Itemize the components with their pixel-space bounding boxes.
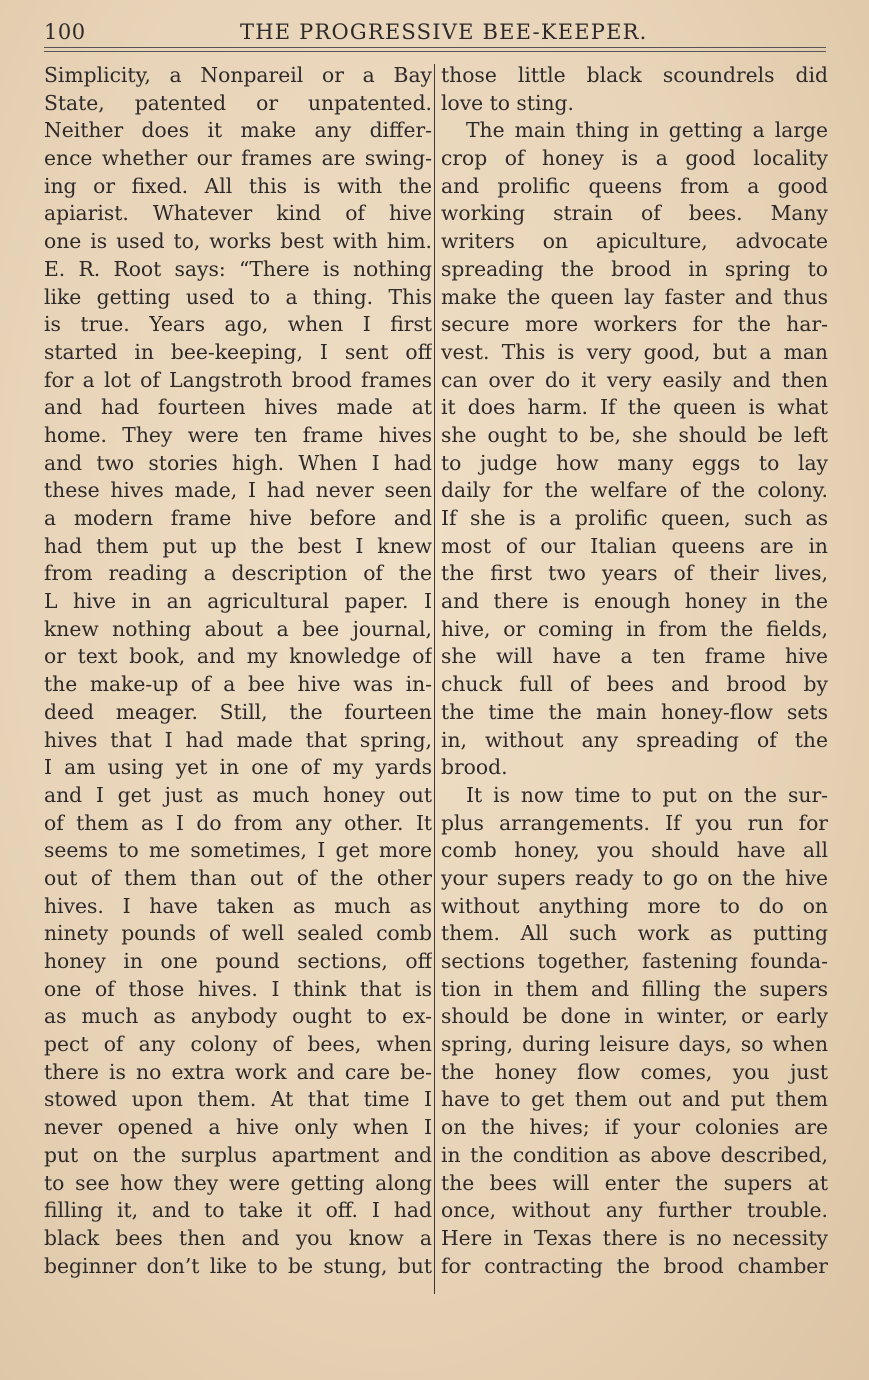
text-line: tion in them and filling the supers (441, 976, 828, 1001)
text-line: the time the main honey-flow sets (441, 699, 828, 724)
text-line: as much as anybody ought to ex- (44, 1004, 432, 1029)
text-line: she will have a ten frame hive (441, 644, 828, 669)
left-column (44, 62, 432, 1280)
text-line: and I get just as much honey out (44, 782, 432, 807)
text-line: I am using yet in one of my yards (44, 755, 432, 780)
text-line: State, patented or unpatented. (44, 90, 432, 115)
text-line: for contracting the brood chamber (441, 1253, 828, 1278)
text-line: hives that I had made that spring, (44, 727, 432, 752)
column-divider (434, 64, 435, 1294)
text-line: and prolific queens from a good (441, 173, 828, 198)
page-header (44, 20, 826, 48)
text-line: seems to me sometimes, I get more (44, 838, 432, 863)
text-line: she ought to be, she should be left (441, 422, 828, 447)
text-line: the make-up of a bee hive was in- (44, 672, 432, 697)
text-line: pect of any colony of bees, when (44, 1032, 432, 1057)
page-number: 100 (44, 20, 86, 44)
text-line: started in bee-keeping, I sent off (44, 339, 432, 364)
text-line: there is no extra work and care be- (44, 1059, 432, 1084)
running-head: THE PROGRESSIVE BEE-KEEPER. (240, 20, 648, 44)
text-line: have to get them out and put them (441, 1087, 828, 1112)
text-line: to judge how many eggs to lay (441, 450, 828, 475)
text-line: or text book, and my knowledge of (44, 644, 432, 669)
text-line: should be done in winter, or early (441, 1004, 828, 1029)
text-line: the first two years of their lives, (441, 561, 828, 586)
text-line: secure more workers for the har- (441, 312, 828, 337)
text-line: ence whether our frames are swing- (44, 146, 432, 171)
text-line: Simplicity, a Nonpareil or a Bay (44, 63, 432, 87)
text-line: and two stories high. When I had (44, 450, 432, 475)
text-line: had them put up the best I knew (44, 533, 432, 558)
right-column (441, 62, 828, 1280)
text-line: never opened a hive only when I (44, 1115, 432, 1140)
text-line: one is used to, works best with him. (44, 229, 432, 254)
text-line: most of our Italian queens are in (441, 533, 828, 558)
paragraph-first-line: It is now time to put on the sur- (466, 782, 828, 807)
text-line: put on the surplus apartment and (44, 1142, 432, 1167)
text-line: in, without any spreading of the (441, 727, 828, 752)
text-line: chuck full of bees and brood by (441, 672, 828, 697)
text-line: your supers ready to go on the hive (441, 865, 828, 890)
text-line: E. R. Root says: “There is nothing (44, 256, 432, 281)
text-line: honey in one pound sections, off (44, 949, 432, 973)
text-line: the bees will enter the supers at (441, 1170, 828, 1195)
header-rule-top (44, 47, 826, 48)
text-line: comb honey, you should have all (441, 838, 828, 863)
header-rule-bottom (44, 51, 826, 52)
text-line: writers on apiculture, advocate (441, 229, 828, 254)
text-line: like getting used to a thing. This (44, 284, 432, 309)
text-line: make the queen lay faster and thus (441, 284, 828, 309)
text-line: brood. (441, 755, 508, 780)
text-line: of them as I do from any other. It (44, 810, 432, 835)
text-line: stowed upon them. At that time I (44, 1087, 432, 1112)
text-line: on the hives; if your colonies are (441, 1115, 828, 1140)
text-line: Neither does it make any differ- (44, 118, 432, 143)
text-line: it does harm. If the queen is what (441, 395, 828, 420)
text-line: the honey flow comes, you just (441, 1059, 828, 1084)
text-line: sections together, fastening founda- (441, 949, 828, 973)
text-line: to see how they were getting along (44, 1170, 432, 1195)
text-line: black bees then and you know a (44, 1225, 432, 1250)
text-line: them. All such work as putting (441, 921, 828, 946)
text-line: those little black scoundrels did (441, 63, 828, 87)
text-line: vest. This is very good, but a man (441, 339, 828, 364)
text-line: If she is a prolific queen, such as (441, 506, 828, 530)
text-line: apiarist. Whatever kind of hive (44, 201, 432, 226)
text-line: daily for the welfare of the colony. (441, 478, 828, 503)
text-line: a modern frame hive before and (44, 506, 432, 530)
text-line: spreading the brood in spring to (441, 256, 828, 281)
text-line: hives. I have taken as much as (44, 893, 432, 918)
text-line: hive, or coming in from the fields, (441, 616, 828, 641)
text-line: deed meager. Still, the fourteen (44, 699, 432, 724)
text-line: filling it, and to take it off. I had (44, 1198, 432, 1223)
text-line: knew nothing about a bee journal, (44, 616, 432, 641)
text-line: ninety pounds of well sealed comb (44, 921, 432, 946)
text-line: and there is enough honey in the (441, 589, 828, 614)
text-line: can over do it very easily and then (441, 367, 828, 392)
text-line: one of those hives. I think that is (44, 976, 432, 1001)
text-line: working strain of bees. Many (441, 201, 828, 226)
text-line: once, without any further trouble. (441, 1198, 828, 1223)
text-line: L hive in an agricultural paper. I (44, 589, 432, 614)
text-line: for a lot of Langstroth brood frames (44, 367, 432, 392)
text-line: and had fourteen hives made at (44, 395, 432, 420)
text-line: ing or fixed. All this is with the (44, 173, 432, 198)
text-line: out of them than out of the other (44, 865, 432, 890)
text-line: is true. Years ago, when I first (44, 312, 432, 337)
text-line: crop of honey is a good locality (441, 146, 828, 171)
text-line: these hives made, I had never seen (44, 478, 432, 503)
text-line: from reading a description of the (44, 561, 432, 586)
text-line: Here in Texas there is no necessity (441, 1225, 828, 1250)
text-line: in the condition as above described, (441, 1142, 828, 1167)
text-line: plus arrangements. If you run for (441, 810, 828, 835)
text-line: home. They were ten frame hives (44, 422, 432, 447)
text-line: beginner don’t like to be stung, but (44, 1253, 432, 1278)
text-line: spring, during leisure days, so when (441, 1032, 828, 1057)
text-line: without anything more to do on (441, 893, 828, 918)
text-line: love to sting. (441, 90, 574, 115)
paragraph-first-line: The main thing in getting a large (466, 118, 828, 143)
